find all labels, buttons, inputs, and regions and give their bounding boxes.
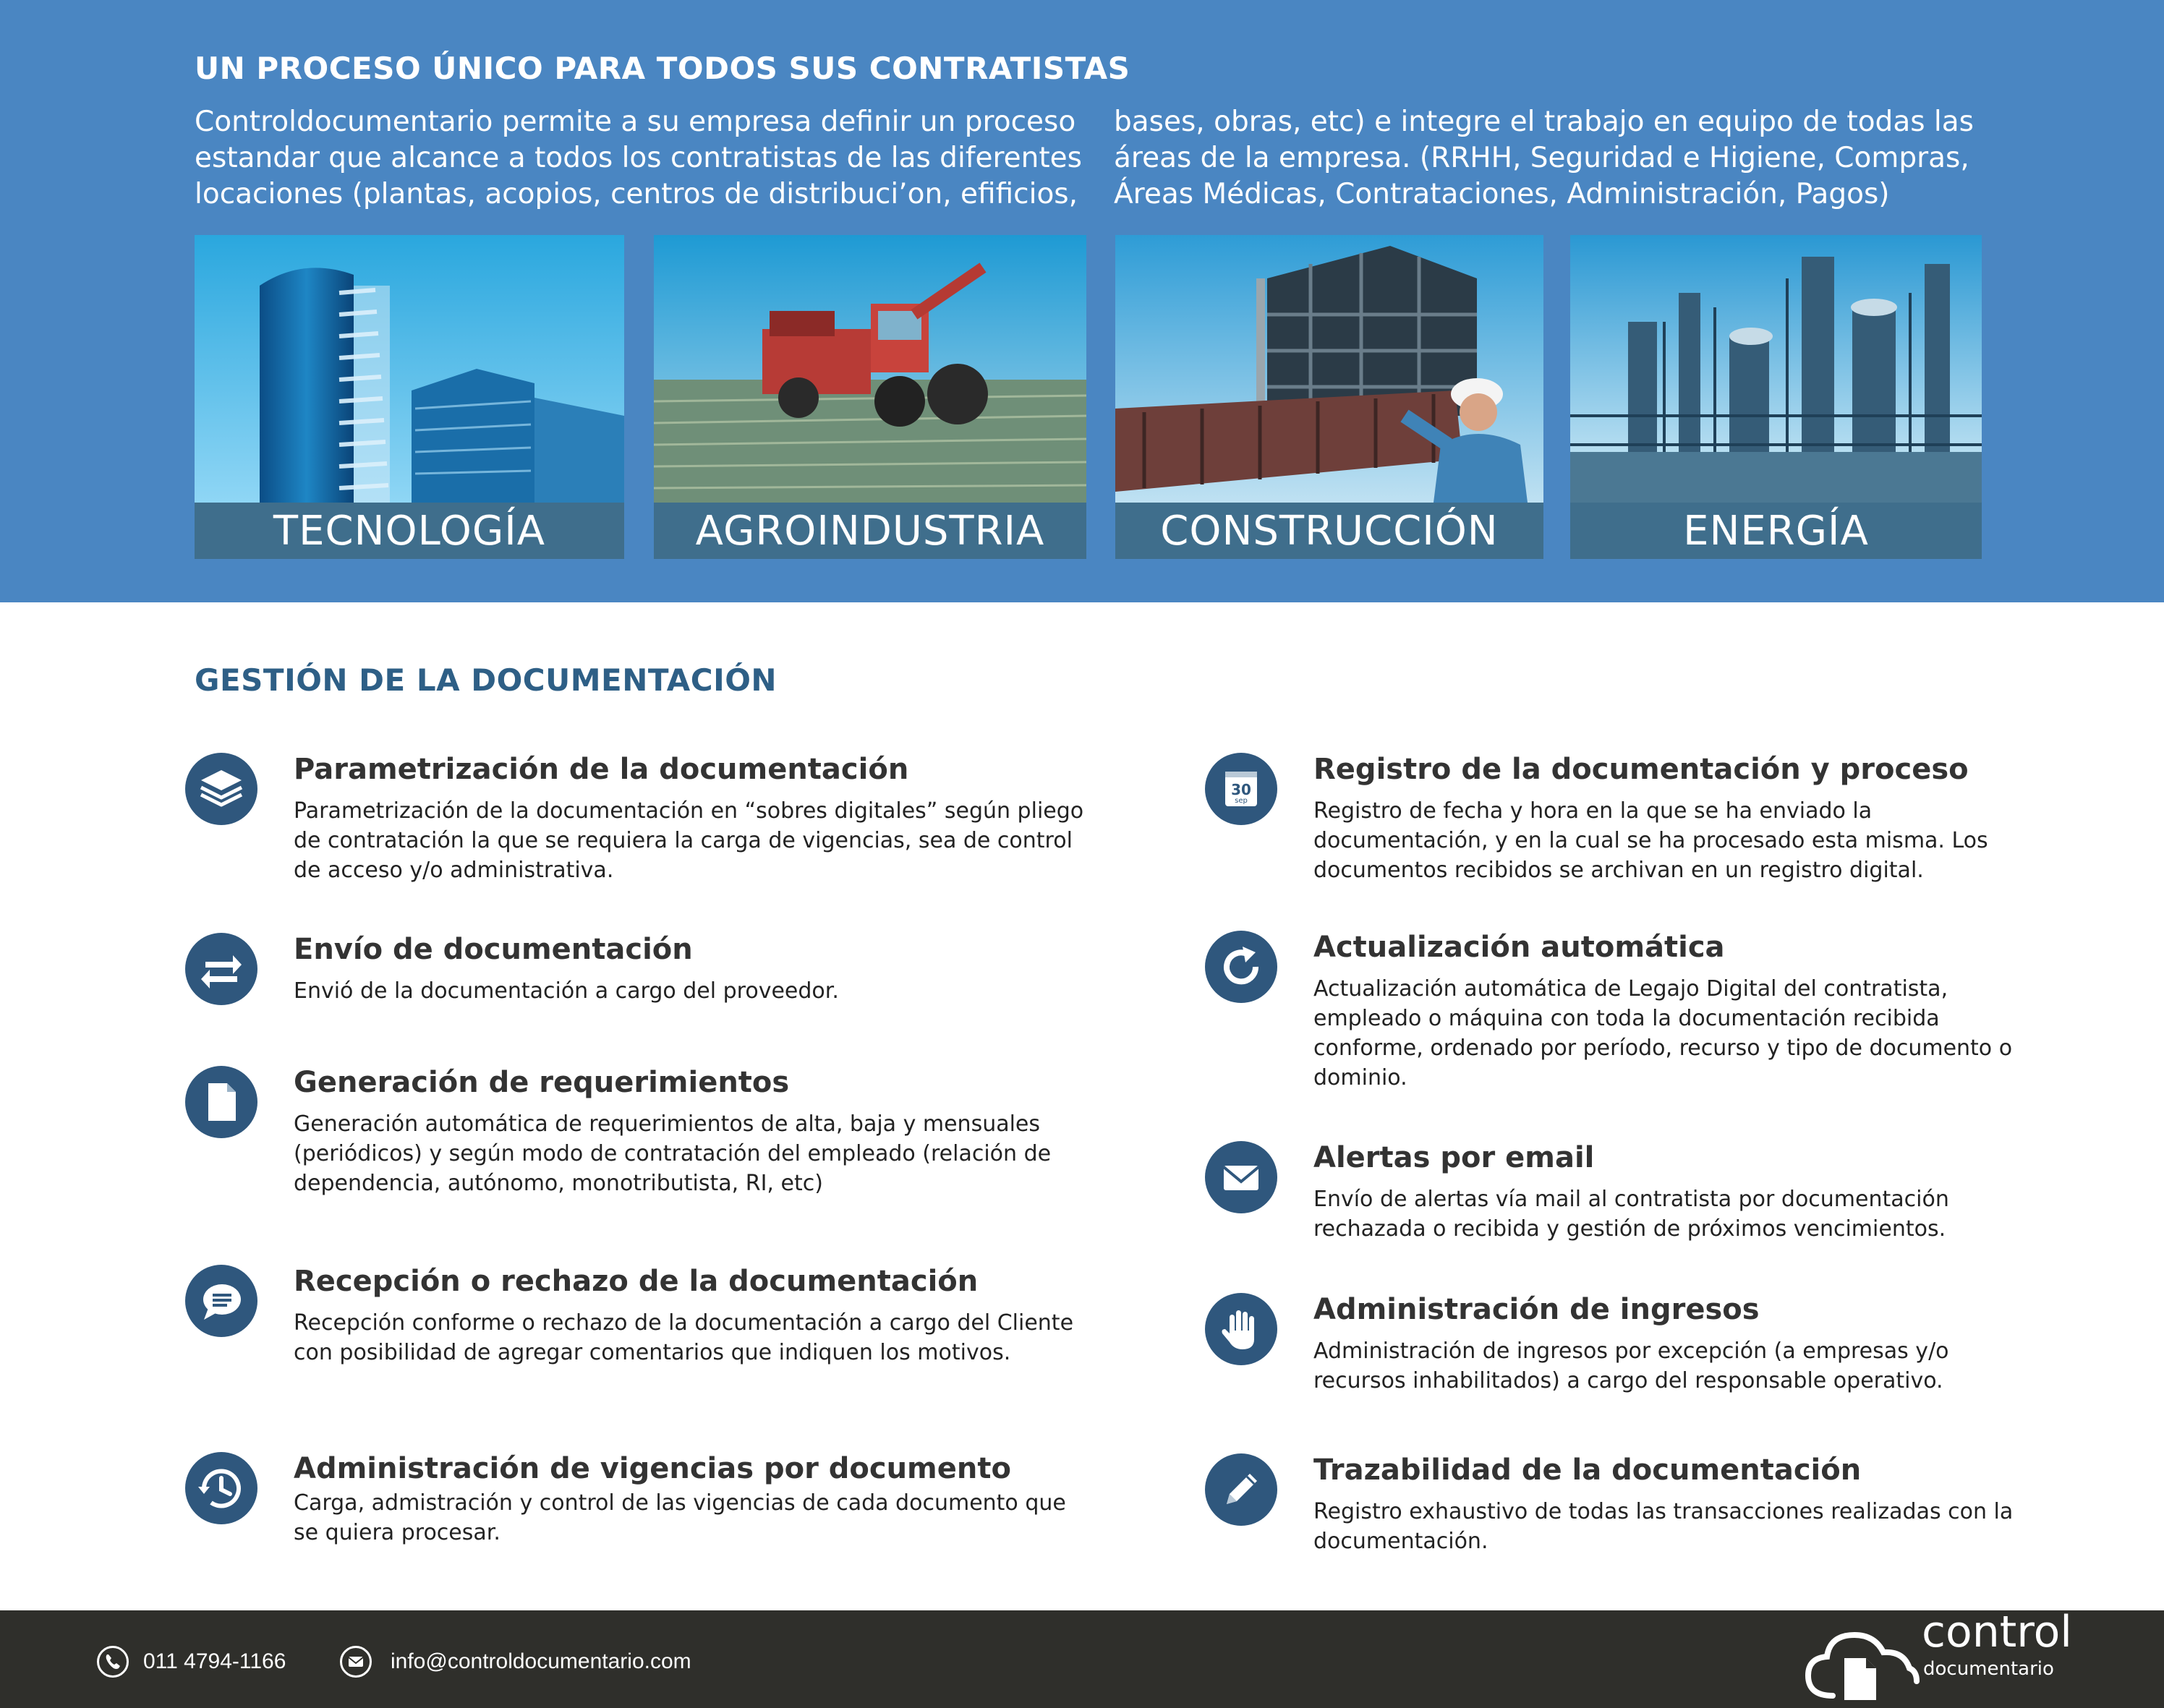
pencil-icon xyxy=(1205,1453,1277,1526)
feature-title: Parametrización de la documentación xyxy=(294,753,909,786)
history-clock-icon xyxy=(185,1452,257,1524)
intro-text-right: bases, obras, etc) e integre el trabajo en equipo de todas las áreas de la empresa. (RRHH, Seguridad e Higiene, Compras, Áreas Médicas, Contrataciones, Administración, Pagos) xyxy=(1114,106,1974,210)
email-address[interactable]: info@controldocumentario.com xyxy=(391,1649,691,1673)
layers-icon xyxy=(185,753,257,825)
calendar-month: sep xyxy=(1235,797,1248,805)
combine-harvester-photo xyxy=(654,235,1086,503)
section-title: GESTIÓN DE LA DOCUMENTACIÓN xyxy=(195,662,778,698)
hero-title: UN PROCESO ÚNICO PARA TODOS SUS CONTRATISTAS xyxy=(195,51,1130,86)
feature-description: Recepción conforme o rechazo de la documentación a cargo del Cliente con posibilidad de agregar comentarios que indiquen los motivos. xyxy=(294,1310,1074,1365)
feature-description: Actualización automática de Legajo Digital del contratista, empleado o máquina con toda la documentación recibida conforme, ordenado por período, recurso y tipo de documento o dominio. xyxy=(1313,976,2013,1090)
intro-text-left: Controldocumentario permite a su empresa definir un proceso estandar que alcance a todos los contratistas de las diferentes locaciones (plantas, acopios, centros de distribuci’on, efificios, xyxy=(195,106,1082,210)
feature-description: Envío de alertas vía mail al contratista por documentación rechazada o recibida y gestión de próximos vencimientos. xyxy=(1313,1187,1949,1242)
feature-title: Registro de la documentación y proceso xyxy=(1313,753,1969,786)
feature-title: Envío de documentación xyxy=(294,933,693,966)
hero-band xyxy=(0,0,2164,602)
calendar-icon xyxy=(1205,753,1277,825)
document-icon xyxy=(185,1066,257,1138)
feature-description: Envió de la documentación a cargo del proveedor. xyxy=(294,978,839,1004)
refresh-icon xyxy=(1205,931,1277,1003)
feature-title: Administración de ingresos xyxy=(1313,1293,1760,1326)
sector-label: ENERGÍA xyxy=(1570,503,1982,559)
sector-card-tecnologia xyxy=(195,235,624,559)
feature-title: Generación de requerimientos xyxy=(294,1066,790,1099)
sector-card-energia xyxy=(1570,235,1982,559)
feature-title: Recepción o rechazo de la documentación xyxy=(294,1265,979,1298)
feature-description: Registro exhaustivo de todas las transacciones realizadas con la documentación. xyxy=(1313,1499,2014,1554)
hand-stop-icon xyxy=(1205,1293,1277,1365)
sector-label: CONSTRUCCIÓN xyxy=(1115,503,1543,559)
chat-bubble-icon xyxy=(185,1265,257,1337)
envelope-icon xyxy=(1205,1141,1277,1213)
phone-icon xyxy=(97,1646,129,1678)
sector-label: AGROINDUSTRIA xyxy=(654,503,1086,559)
feature-description: Generación automática de requerimientos de alta, baja y mensuales (periódicos) y según modo de contratación del empleado (relación de dependencia, autónomo, monotributista, RI, etc) xyxy=(294,1111,1052,1196)
sector-card-agroindustria xyxy=(654,235,1086,559)
logo-wordmark-line1: control xyxy=(1922,1607,2072,1657)
feature-title: Alertas por email xyxy=(1313,1141,1595,1174)
office-tower-photo xyxy=(195,235,624,503)
feature-title: Actualización automática xyxy=(1313,931,1725,964)
swap-arrows-icon xyxy=(185,933,257,1005)
feature-description: Carga, admistración y control de las vigencias de cada documento que se quiera procesar. xyxy=(294,1490,1066,1545)
phone-number[interactable]: 011 4794-1166 xyxy=(143,1649,286,1673)
calendar-day: 30 xyxy=(1231,781,1251,798)
feature-description: Parametrización de la documentación en “sobres digitales” según pliego de contratación la que se requiera la carga de vigencias, sea de control de acceso y/o administrativa. xyxy=(294,798,1084,883)
footer xyxy=(0,1607,2164,1708)
refinery-photo xyxy=(1570,235,1982,503)
feature-title: Trazabilidad de la documentación xyxy=(1313,1453,1862,1487)
email-icon xyxy=(340,1646,372,1678)
feature-title: Administración de vigencias por documento xyxy=(294,1452,1011,1485)
sector-card-construccion xyxy=(1115,235,1543,559)
construction-worker-photo xyxy=(1115,235,1543,503)
logo-wordmark-line2: documentario xyxy=(1923,1658,2054,1680)
sector-label: TECNOLOGÍA xyxy=(195,503,624,559)
feature-description: Administración de ingresos por excepción (a empresas y/o recursos inhabilitados) a cargo del responsable operativo. xyxy=(1313,1338,1949,1393)
feature-description: Registro de fecha y hora en la que se ha enviado la documentación, y en la cual se ha procesado esta misma. Los documentos recibidos se archivan en un registro digital. xyxy=(1313,798,1988,883)
